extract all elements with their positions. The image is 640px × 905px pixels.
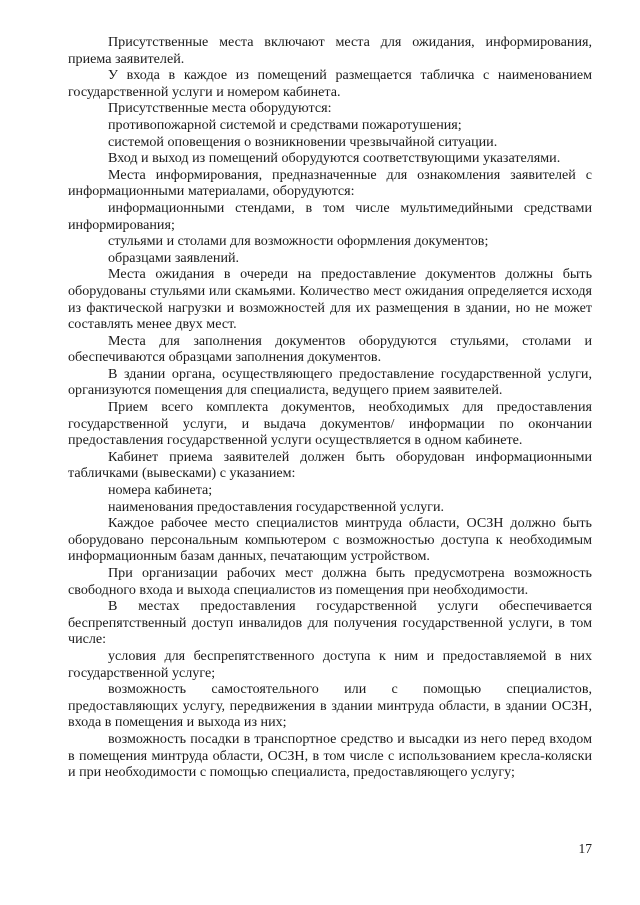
paragraph: Места для заполнения документов оборудуются стульями, столами и обеспечиваются образцами заполнения документов. xyxy=(68,332,592,366)
list-item: стульями и столами для возможности оформления документов; xyxy=(108,233,489,250)
list-item: образцами заявлений. xyxy=(108,249,240,266)
list-item: наименования предоставления государственной услуги. xyxy=(108,498,445,515)
paragraph: Прием всего комплекта документов, необходимых для предоставления государственной услуги, и выдача документов/ информации по окончании предоставления государственной услуги осуществляется в одном кабинете. xyxy=(68,399,592,449)
page-number: 17 xyxy=(578,841,592,856)
paragraph: Вход и выход из помещений оборудуются соответствующими указателями. xyxy=(108,150,561,167)
paragraph: Присутственные места включают места для ожидания, информирования, приема заявителей. xyxy=(68,34,592,67)
list-item: противопожарной системой и средствами пожаротушения; xyxy=(108,116,462,133)
document-body xyxy=(68,34,592,781)
list-item: условия для беспрепятственного доступа к ним и предоставляемой в них государственной услуге; xyxy=(68,647,592,681)
paragraph: При организации рабочих мест должна быть предусмотрена возможность свободного входа и выхода специалистов из помещения при необходимости. xyxy=(68,565,592,598)
paragraph: В местах предоставления государственной услуги обеспечивается беспрепятственный доступ инвалидов для получения государственной услуги, в том числе: xyxy=(68,598,592,648)
list-item: возможность посадки в транспортное средство и высадки из него перед входом в помещения минтруда области, ОСЗН, в том числе с использованием кресла-коляски и при необходимости с помощью специалиста, предоставляющего услугу; xyxy=(68,730,592,781)
list-item: системой оповещения о возникновении чрезвычайной ситуации. xyxy=(108,133,498,150)
list-item: информационными стендами, в том числе мультимедийными средствами информирования; xyxy=(68,199,592,233)
paragraph: У входа в каждое из помещений размещается табличка с наименованием государственной услуги и номером кабинета. xyxy=(68,67,592,100)
paragraph: Места ожидания в очереди на предоставление документов должны быть оборудованы стульями или скамьями. Количество мест ожидания определяется исходя из фактической нагрузки и возможностей для их размещения в здании, но не может составлять менее двух мест. xyxy=(68,266,592,333)
paragraph: Кабинет приема заявителей должен быть оборудован информационными табличками (вывесками) с указанием: xyxy=(68,448,592,482)
list-item: номера кабинета; xyxy=(108,482,213,499)
list-item: возможность самостоятельного или с помощью специалистов, предоставляющих услугу, передвижения в здании минтруда области, в здании ОСЗН, входа в помещения и выхода из них; xyxy=(68,681,592,731)
paragraph: Места информирования, предназначенные для ознакомления заявителей с информационными материалами, оборудуются: xyxy=(68,166,592,200)
paragraph: В здании органа, осуществляющего предоставление государственной услуги, организуются помещения для специалиста, ведущего прием заявителей. xyxy=(68,365,592,399)
paragraph: Присутственные места оборудуются: xyxy=(108,100,332,117)
paragraph: Каждое рабочее место специалистов минтруда области, ОСЗН должно быть оборудовано персональным компьютером с возможностью доступа к необходимым информационным базам данных, печатающим устройством. xyxy=(68,515,592,565)
